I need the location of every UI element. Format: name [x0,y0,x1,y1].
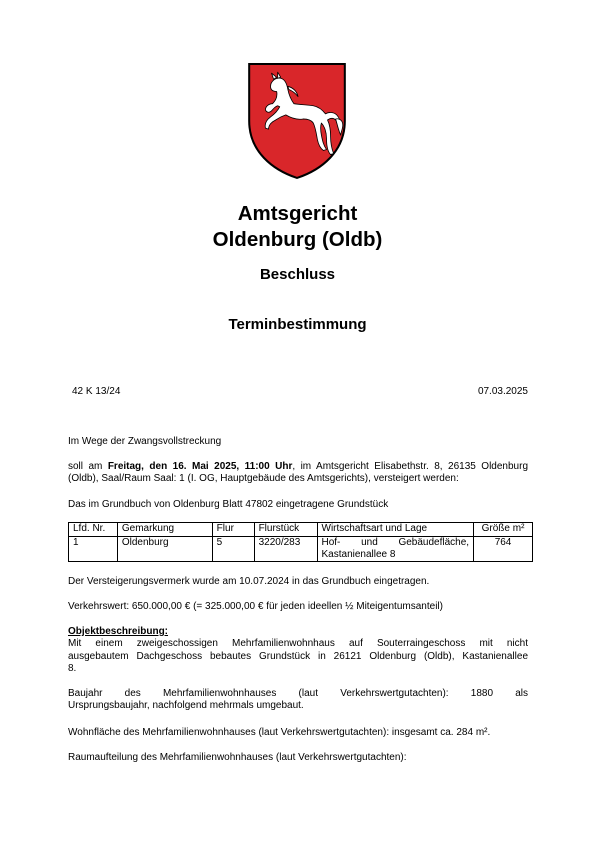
objektbeschreibung-line3: 8. [68,662,77,674]
table-row [69,537,533,562]
column-header-lage: Wirtschaftsart und Lage [317,523,474,537]
cell-lfd-nr: 1 [69,537,118,562]
objektbeschreibung-heading: Objektbeschreibung: [68,626,169,637]
auction-date: Freitag, den 16. Mai 2025, 11:00 Uhr [107,461,293,472]
crest-shield [249,64,345,178]
column-header-gemarkung: Gemarkung [117,523,212,537]
cell-groesse: 764 [474,537,533,562]
raumaufteilung-text: Raumaufteilung des Mehrfamilienwohnhauses (laut Verkehrswertgutachten): [68,752,407,763]
auction-line2: (Oldb), Saal/Raum Saal: 1 (I. OG, Hauptgebäude des Amtsgerichts), versteigert werden: [68,473,459,485]
cell-flur: 5 [212,537,254,562]
cell-flurstueck: 3220/283 [254,537,317,562]
objektbeschreibung-line1: Mit einem zweigeschossigen Mehrfamilienwohnhaus auf Souterraingeschoss mit nicht [68,638,528,650]
column-header-lfd-nr: Lfd. Nr. [69,523,118,537]
baujahr-line2: Ursprungsbaujahr, nachfolgend mehrmals umgebaut. [68,700,304,712]
column-header-flurstueck: Flurstück [254,523,317,537]
property-table [68,522,533,562]
auction-paragraph [68,461,528,486]
auction-location: , im Amtsgericht Elisabethstr. 8, 26135 Oldenburg [292,461,529,472]
grundbuch-text: Das im Grundbuch von Oldenburg Blatt 47802 eingetragene Grundstück [68,499,389,510]
court-name-line1: Amtsgericht [237,202,358,225]
cell-lage-line1: Hof- und Gebäudefläche, [321,537,470,548]
document-subject: Terminbestimmung [228,316,367,333]
verkehrswert-text: Verkehrswert: 650.000,00 € (= 325.000,00 € für jeden ideellen ½ Miteigentumsanteil) [68,601,443,612]
lower-saxony-horse-crest-icon [246,62,348,180]
column-header-groesse: Größe m² [474,523,533,537]
baujahr-line1: Baujahr des Mehrfamilienwohnhauses (laut Verkehrswertgutachten): 1880 als [68,688,528,699]
table-header-row [69,523,533,537]
court-name-line2: Oldenburg (Oldb) [212,228,383,251]
document-type: Beschluss [259,266,336,283]
document-date: 07.03.2025 [477,386,528,397]
versteigerungsvermerk-text: Der Versteigerungsvermerk wurde am 10.07.2024 in das Grundbuch eingetragen. [68,576,430,587]
wohnflaeche-text: Wohnfläche des Mehrfamilienwohnhauses (laut Verkehrswertgutachten): insgesamt ca. 284 m². [68,727,491,738]
cell-gemarkung: Oldenburg [117,537,212,562]
column-header-flur: Flur [212,523,254,537]
auction-line1 [68,461,528,473]
cell-lage-line2: Kastanienallee 8 [321,549,396,560]
baujahr-paragraph [68,688,528,713]
intro-text: Im Wege der Zwangsvollstreckung [68,436,222,447]
objektbeschreibung-section [68,626,528,675]
cell-lage [317,537,474,562]
auction-prefix: soll am [68,461,108,472]
case-number: 42 K 13/24 [72,386,121,397]
objektbeschreibung-line2: ausgebautem Dachgeschoss bebautes Grundstück in 26121 Oldenburg (Oldb), Kastanienallee [68,650,528,662]
